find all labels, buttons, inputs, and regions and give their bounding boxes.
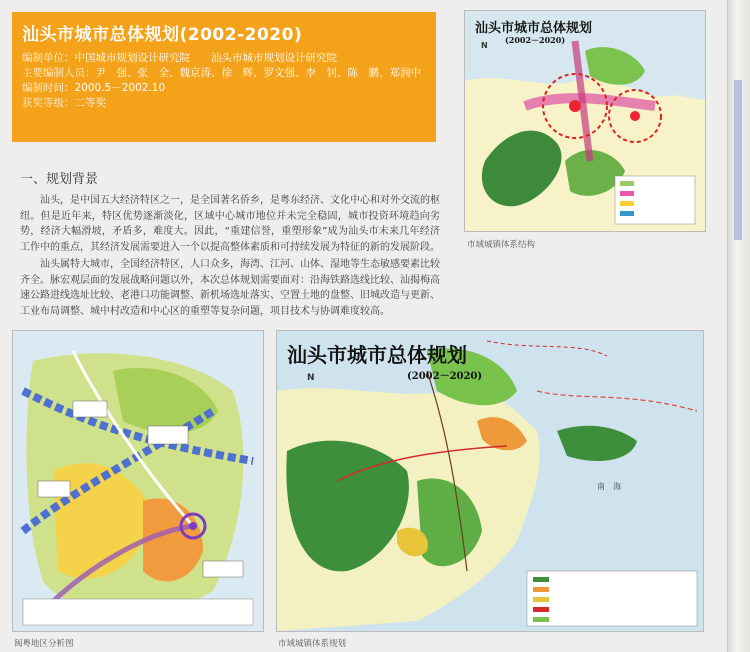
map-structure-image [465,11,705,231]
map-urban-system-plan [276,330,704,632]
sea-label: 南 海 [597,482,621,491]
time-value: 2000.5－2002.10 [74,82,166,94]
project-header [12,12,436,142]
map-plan-title: 汕头市城市总体规划 [287,343,467,367]
time-label: 编制时间： [22,82,75,94]
unit-label: 编制单位： [22,52,75,64]
map-analysis-image [13,331,263,631]
north-label: N [307,373,315,383]
map-plan-subtitle: (2002－2020) [407,371,483,382]
north-arrow-icon [481,41,488,50]
caption-analysis: 闽粤地区分析图 [14,639,74,649]
award-label: 获奖等级： [22,97,75,109]
map-structure-title: 汕头市城市总体规划 [475,21,593,36]
map-fujian-guangdong-analysis [12,330,264,632]
north-arrow-icon [307,373,315,383]
staff-label: 主要编制人员： [22,67,96,79]
paragraph-1: 汕头，是中国五大经济特区之一，是全国著名侨乡，是粤东经济、文化中心和对外交流的枢纽。但是近年来，特区优势逐渐淡化，区域中心城市地位并未完全稳固，城市投资环境趋向劣势，经济大幅滑坡，矛盾多，难度大。因此，“重建信誉，重塑形象”成为汕头市未来几年经济工作中的重点，其经济发展需要进入一个以提高整体素质和可持续发展为特征的新的发展阶段。 [20,195,440,253]
project-title: 汕头市城市总体规划(2002-2020) [22,25,303,45]
map-structure-subtitle: (2002－2020) [505,35,566,45]
award-line [22,96,426,111]
staff-value: 尹 强、张 全、魏京涛、徐 辉、罗文强、李 钊、陈 鹏、郑润中 [95,67,421,79]
staff-line [22,66,426,81]
caption-structure: 市域城镇体系结构 [467,240,536,250]
north-label: N [481,41,488,50]
time-line [22,81,426,96]
award-value: 二等奖 [74,97,106,109]
unit-value: 中国城市规划设计研究院 汕头市城市规划设计研究院 [74,52,337,64]
map-plan-image [277,331,703,631]
section-title: 一、规划背景 [20,172,99,187]
paragraph-2: 汕头属特大城市，全国经济特区，人口众多，海湾、江河、山体、湿地等生态敏感要素比较齐全。脉宏观层面的发展战略问题以外，本次总体规划需要面对：沿海铁路选线比较、汕揭梅高速公路进线选址比较、老港口功能调整、新机场选址落实、空置土地的盘整、旧城改造与更新、工业布局调整、城中村改造和中心区的重塑等复杂问题，项目技术与协调难度较高。 [20,259,440,317]
map-urban-system-structure [464,10,706,232]
unit-line [22,51,426,66]
caption-plan: 市域城镇体系规划 [278,639,347,649]
page-edge [727,0,750,652]
